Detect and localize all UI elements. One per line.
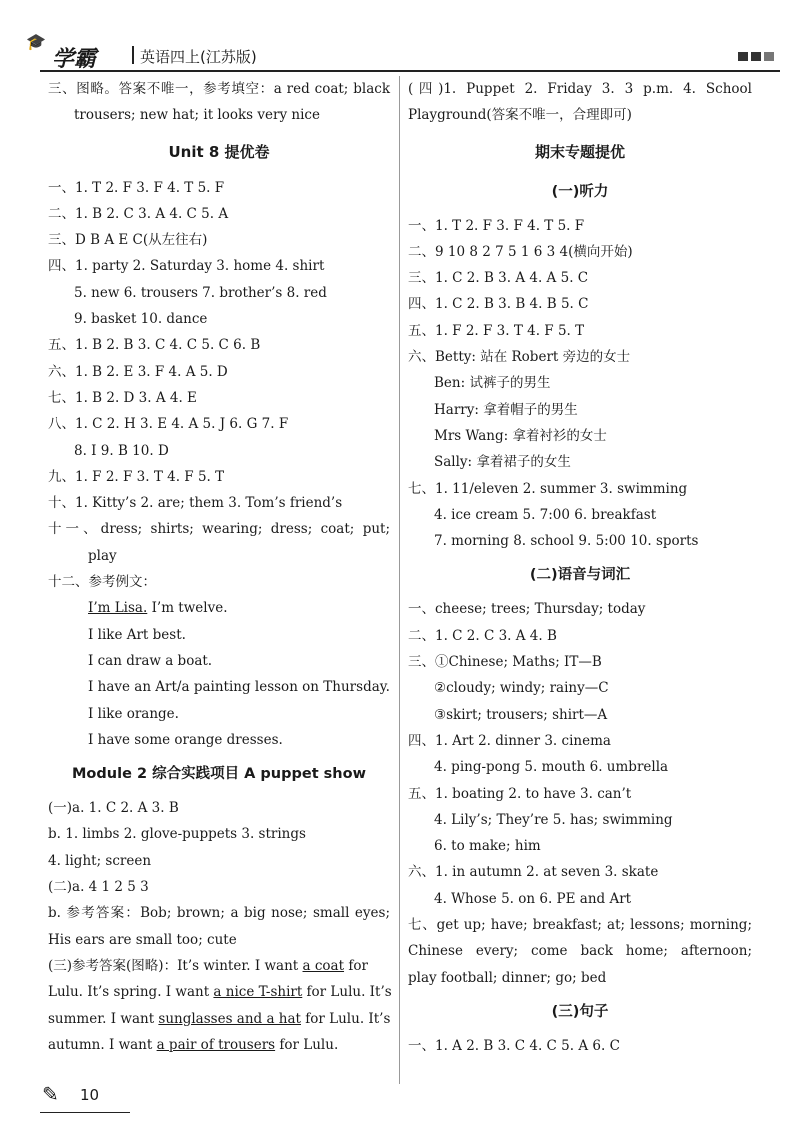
section-heading-module2: Module 2 综合实践项目 A puppet show: [72, 766, 366, 783]
page-footer: [40, 1082, 130, 1113]
answer-line: 十一、dress; shirts; wearing; dress; coat; put;: [48, 521, 390, 538]
answer-line: play football; dinner; go; bed: [408, 969, 607, 986]
answer-line: 二、9 10 8 2 7 5 1 6 3 4(横向开始): [408, 243, 633, 260]
answer-line: Playground(答案不唯一，合理即可): [408, 107, 632, 124]
answer-line: ③skirt; trousers; shirt—A: [434, 706, 608, 723]
page-number: 10: [80, 1086, 100, 1104]
answer-line: 四、1. Art 2. dinner 3. cinema: [408, 732, 611, 749]
essay-underlined: I’m Lisa.: [88, 600, 148, 617]
answer-line: autumn. I want a pair of trousers for Lulu.: [48, 1036, 339, 1053]
answer-line: 三、1. C 2. B 3. A 4. A 5. C: [408, 270, 589, 287]
answer-line: 六、1. in autumn 2. at seven 3. skate: [408, 864, 659, 881]
subsection-heading-sentences: (三)句子: [551, 1003, 609, 1020]
right-column: [408, 76, 752, 1059]
header-separator: [132, 46, 134, 64]
answer-line: 五、1. F 2. F 3. T 4. F 5. T: [408, 322, 585, 339]
answer-line: 七、1. 11/eleven 2. summer 3. swimming: [408, 480, 688, 497]
answer-line: 8. I 9. B 10. D: [74, 442, 169, 459]
header-decoration: [738, 52, 774, 61]
answer-line: 一、cheese; trees; Thursday; today: [408, 601, 646, 618]
answer-line: Chinese every; come back home; afternoon;: [408, 943, 752, 960]
answer-line: 五、1. B 2. B 3. C 4. C 5. C 6. B: [48, 337, 261, 354]
column-divider: [399, 76, 400, 1084]
answer-line: 4. Whose 5. on 6. PE and Art: [434, 890, 632, 907]
essay-line: I like orange.: [88, 705, 179, 722]
answer-line: (二)a. 4 1 2 5 3: [48, 879, 149, 896]
answer-line: 一、1. A 2. B 3. C 4. C 5. A 6. C: [408, 1037, 620, 1054]
page-header: [26, 32, 780, 72]
answer-line: 九、1. F 2. F 3. T 4. F 5. T: [48, 468, 225, 485]
answer-line: (一)a. 1. C 2. A 3. B: [48, 800, 179, 817]
answer-line: 四、1. party 2. Saturday 3. home 4. shirt: [48, 258, 325, 275]
pencil-icon: ✎: [42, 1082, 59, 1106]
answer-line: 一、1. T 2. F 3. F 4. T 5. F: [408, 217, 585, 234]
answer-line: 三、图略。答案不唯一，参考填空：a red coat; black: [48, 81, 390, 97]
essay-line: I like Art best.: [88, 626, 186, 643]
answer-line: summer. I want sunglasses and a hat for Lulu. It’s: [48, 1010, 391, 1027]
answer-line: Mrs Wang: 拿着衬衫的女士: [434, 427, 607, 444]
answer-line: 三、D B A E C(从左往右): [48, 232, 208, 249]
answer-line: 十、1. Kitty’s 2. are; them 3. Tom’s friend’s: [48, 495, 343, 512]
answer-line: 七、1. B 2. D 3. A 4. E: [48, 389, 197, 406]
answer-line: 9. basket 10. dance: [74, 311, 208, 328]
answer-line: 4. ping-pong 5. mouth 6. umbrella: [434, 759, 669, 776]
answer-line: 七、get up; have; breakfast; at; lessons; morning;: [408, 917, 752, 934]
answer-line: 4. ice cream 5. 7:00 6. breakfast: [434, 506, 657, 523]
answer-line: 一、1. T 2. F 3. F 4. T 5. F: [48, 179, 225, 196]
answer-line: 5. new 6. trousers 7. brother’s 8. red: [74, 284, 327, 301]
answer-line: play: [88, 547, 117, 564]
essay-line: I have an Art/a painting lesson on Thursday.: [88, 679, 390, 696]
answer-line: 六、1. B 2. E 3. F 4. A 5. D: [48, 363, 228, 380]
book-title: 英语四上(江苏版): [140, 48, 257, 66]
answer-line: ②cloudy; windy; rainy—C: [434, 680, 609, 697]
answer-line: 十二、参考例文：: [48, 574, 156, 591]
answer-line: trousers; new hat; it looks very nice: [74, 107, 320, 124]
answer-line: 四、1. C 2. B 3. B 4. B 5. C: [408, 296, 589, 313]
answer-line: His ears are small too; cute: [48, 931, 237, 948]
answer-line: 4. Lily’s; They’re 5. has; swimming: [434, 811, 673, 828]
subsection-heading-vocabulary: (二)语音与词汇: [529, 567, 631, 584]
answer-line: b. 参考答案：Bob; brown; a big nose; small eyes;: [48, 905, 390, 922]
answer-line: 二、1. C 2. C 3. A 4. B: [408, 627, 557, 644]
graduation-cap-icon: 🎓: [26, 32, 46, 51]
answer-line: Lulu. It’s spring. I want a nice T-shirt for Lulu. It’s: [48, 984, 392, 1001]
subsection-heading-listening: (一)听力: [551, 183, 609, 200]
answer-line: 三、①Chinese; Maths; IT—B: [408, 654, 602, 671]
answer-line: 八、1. C 2. H 3. E 4. A 5. J 6. G 7. F: [48, 416, 289, 433]
section-heading-unit8: Unit 8 提优卷: [168, 142, 270, 161]
answer-line: 6. to make; him: [434, 838, 541, 855]
answer-line: 7. morning 8. school 9. 5:00 10. sports: [434, 533, 699, 550]
essay-line: I have some orange dresses.: [88, 731, 283, 748]
answer-line: Sally: 拿着裙子的女生: [434, 454, 571, 471]
essay-line: I’m Lisa. I’m twelve.: [88, 600, 228, 617]
answer-line: Ben: 试裤子的男生: [434, 375, 551, 392]
answer-line: 六、Betty: 站在 Robert 旁边的女士: [408, 349, 631, 366]
answer-line: b. 1. limbs 2. glove-puppets 3. strings: [48, 826, 306, 843]
answer-line: Harry: 拿着帽子的男生: [434, 401, 578, 418]
section-heading-final: 期末专题提优: [534, 142, 625, 161]
brand-logo: 学霸: [52, 46, 97, 72]
answer-line: 五、1. boating 2. to have 3. can’t: [408, 785, 632, 802]
left-column: [48, 76, 390, 1058]
essay-line: I can draw a boat.: [88, 652, 213, 669]
answer-line: (四)1. Puppet 2. Friday 3. 3 p.m. 4. School: [408, 81, 752, 97]
answer-line: 4. light; screen: [48, 852, 152, 869]
answer-line: 二、1. B 2. C 3. A 4. C 5. A: [48, 205, 229, 222]
answer-line: (三)参考答案(图略)：It’s winter. I want a coat for: [48, 957, 368, 974]
